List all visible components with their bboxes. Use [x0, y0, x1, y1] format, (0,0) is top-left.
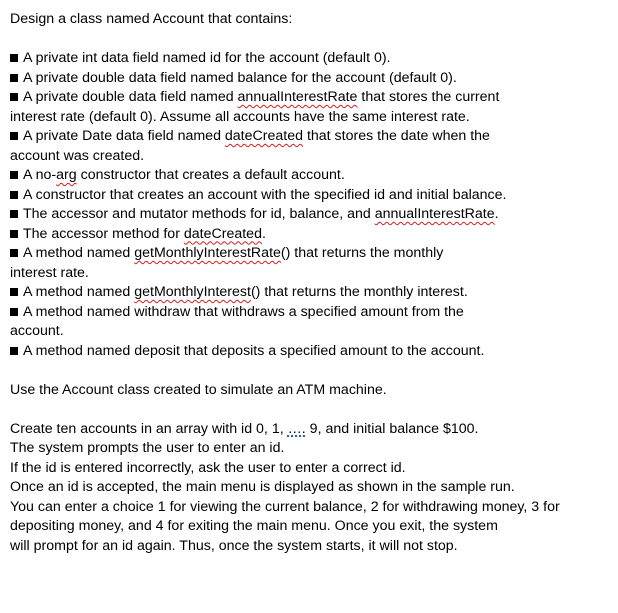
bullet-square-icon	[10, 249, 18, 257]
paragraph-text: depositing money, and 4 for exiting the main menu. Once you exit, the system	[10, 518, 498, 534]
bullet-item	[10, 127, 490, 147]
bullet-text: A constructor that creates an account with the specified id and initial balance.	[23, 186, 507, 203]
bullet-continuation	[10, 322, 64, 342]
heading	[10, 10, 292, 30]
bullet-text: that stores the current	[357, 89, 500, 105]
bullet-item	[10, 49, 391, 69]
bullet-item	[10, 88, 499, 108]
bullet-text: account.	[10, 323, 64, 339]
paragraph-line	[10, 478, 515, 498]
bullet-item	[10, 205, 499, 225]
heading-text: Design a class named Account that contains:	[10, 11, 293, 27]
bullet-continuation	[10, 147, 144, 167]
paragraph-text: Use the Account class created to simulate an ATM machine.	[10, 381, 387, 398]
bullet-text: A private double data field named	[23, 89, 238, 105]
bullet-text: A private Date data field named	[23, 128, 225, 144]
paragraph-text: Create ten accounts in an array with id 0, 1,	[10, 420, 288, 437]
bullet-text: constructor that creates a default account.	[76, 167, 345, 183]
bullet-square-icon	[10, 93, 18, 101]
bullet-text: A method named	[23, 284, 135, 300]
bullet-item	[10, 342, 484, 362]
spellcheck-word: annualInterestRate	[237, 89, 358, 105]
grammar-flag: ….	[287, 420, 306, 437]
bullet-square-icon	[10, 347, 18, 355]
bullet-text: A no-	[23, 167, 57, 183]
spellcheck-word: getMonthlyInterestRate	[134, 245, 281, 261]
spellcheck-word: annualInterestRate	[374, 206, 495, 222]
bullet-item	[10, 303, 464, 323]
spellcheck-word: getMonthlyInterest	[134, 284, 251, 300]
paragraph-text: will prompt for an id again. Thus, once the system starts, it will not stop.	[10, 537, 458, 554]
paragraph-text: 9, and initial balance $100.	[305, 420, 479, 437]
paragraph-line	[10, 420, 478, 440]
bullet-text: A method named withdraw that withdraws a specified amount from the	[23, 303, 464, 320]
bullet-text: A private int data field named id for the account (default 0).	[23, 50, 391, 66]
paragraph-line	[10, 439, 284, 459]
bullet-text: () that returns the monthly	[280, 245, 444, 261]
bullet-text: The accessor method for	[23, 225, 184, 242]
simulate-paragraph	[10, 381, 387, 401]
paragraph-line	[10, 459, 406, 479]
paragraph-text: You can enter a choice 1 for viewing the current balance, 2 for withdrawing money, 3 for	[10, 498, 560, 515]
bullet-text: .	[494, 206, 499, 222]
bullet-square-icon	[10, 288, 18, 296]
bullet-item	[10, 283, 468, 303]
bullet-item	[10, 69, 457, 89]
bullet-text: The accessor and mutator methods for id, balance, and	[23, 206, 375, 222]
paragraph-line	[10, 517, 498, 537]
bullet-item	[10, 166, 345, 186]
spellcheck-word: dateCreated	[224, 128, 303, 144]
bullet-square-icon	[10, 308, 18, 316]
bullet-square-icon	[10, 54, 18, 62]
bullet-square-icon	[10, 74, 18, 82]
spellcheck-word: dateCreated	[183, 225, 262, 242]
paragraph-line	[10, 537, 458, 557]
bullet-text: interest rate (default 0). Assume all accounts have the same interest rate.	[10, 108, 470, 125]
paragraph-text: If the id is entered incorrectly, ask the user to enter a correct id.	[10, 459, 406, 476]
bullet-continuation	[10, 264, 89, 284]
paragraph-text: Once an id is accepted, the main menu is displayed as shown in the sample run.	[10, 479, 515, 495]
bullet-continuation	[10, 108, 470, 128]
bullet-text: A method named deposit that deposits a specified amount to the account.	[23, 342, 485, 359]
bullet-text: A method named	[23, 245, 135, 261]
bullet-square-icon	[10, 210, 18, 218]
bullet-text: interest rate.	[10, 264, 89, 281]
bullet-text: that stores the date when the	[303, 128, 490, 144]
bullet-square-icon	[10, 191, 18, 199]
bullet-square-icon	[10, 171, 18, 179]
bullet-text: A private double data field named balance for the account (default 0).	[23, 69, 457, 86]
bullet-square-icon	[10, 132, 18, 140]
bullet-item	[10, 225, 266, 245]
spellcheck-word: arg	[56, 167, 77, 183]
paragraph-line	[10, 498, 560, 518]
bullet-item	[10, 186, 506, 206]
paragraph-text: The system prompts the user to enter an id.	[10, 440, 285, 456]
bullet-text: .	[261, 225, 266, 242]
bullet-text: account was created.	[10, 147, 145, 164]
bullet-square-icon	[10, 230, 18, 238]
bullet-item	[10, 244, 443, 264]
bullet-text: () that returns the monthly interest.	[250, 284, 468, 300]
